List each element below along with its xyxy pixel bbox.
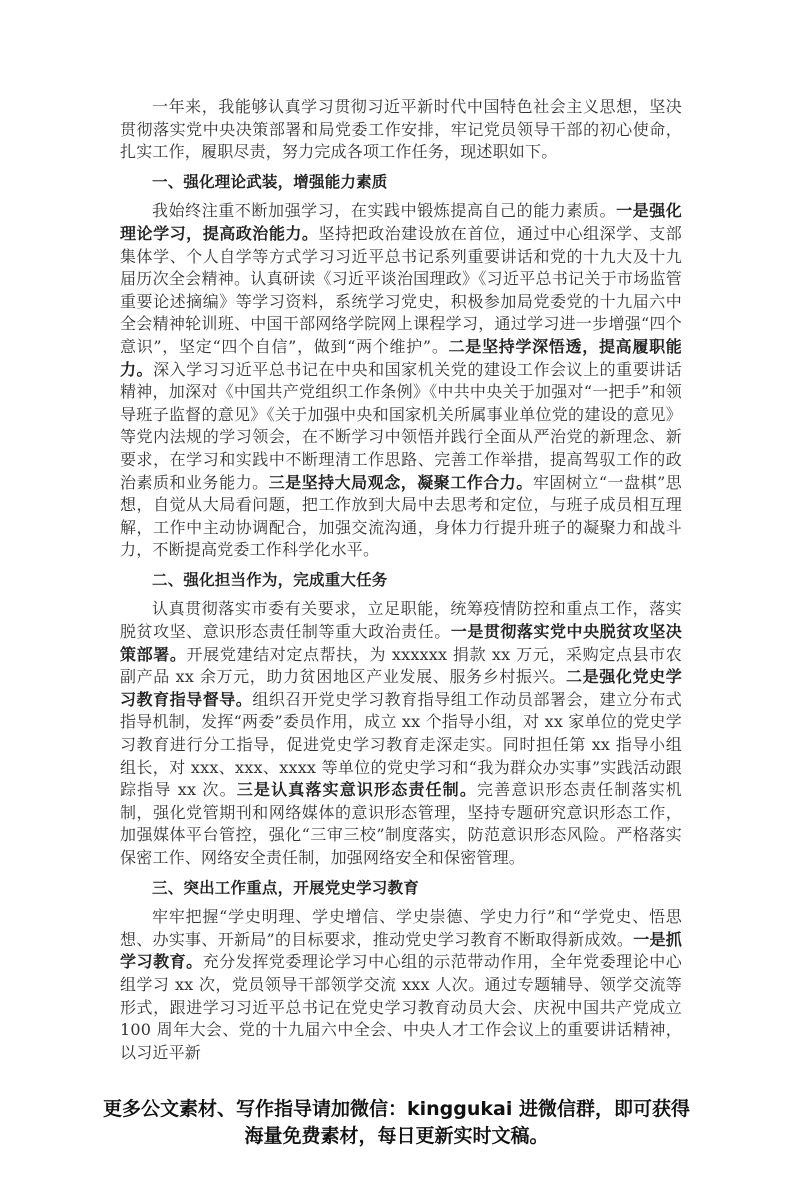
bold-lead-phrase: 二是坚持学深悟透，提高履职能力。 bbox=[120, 336, 682, 379]
bold-lead-phrase: 一是抓学习教育。 bbox=[120, 929, 682, 972]
text-run: 组织召开党史学习教育指导组工作动员部署会，建立分布式指导机制，发挥“两委”委员作用，成立 xx 个指导小组，对 xx 家单位的党史学习教育进行分工指导，促进党史学习教育走深走实。同时担任第 xx 指导小组组长，对 xxx、xxx、xxxx 等单位的党史学习和“我为群众办实事”实践活动跟踪指导 xx 次。 bbox=[120, 689, 682, 800]
text-run: 一年来，我能够认真学习贯彻习近平新时代中国特色社会主义思想，坚决贯彻落实党中央决策部署和局党委工作安排，牢记党员领导干部的初心使命，扎实工作，履职尽责，努力完成各项工作任务，现述职如下。 bbox=[120, 97, 682, 162]
promo-footer bbox=[100, 1096, 693, 1150]
text-run: 坚持把政治建设放在首位，通过中心组深学、支部集体学、个人自学等方式学习习近平总书记系列重要讲话和党的十九大及十九届历次全会精神。认真研读《习近平谈治国理政》《习近平总书记关于市场监管重要论述摘编》等学习资料，系统学习党史，积极参加局党委党的十九届六中全会精神轮训班、中国干部网络学院网上课程学习，通过学习进一步增强“四个意识”，坚定“四个自信”，做到“两个维护”。 bbox=[120, 223, 682, 356]
promo-line-1: 更多公文素材、写作指导请加微信：kinggukai 进微信群，即可获得 bbox=[103, 1098, 690, 1121]
bold-lead-phrase: 三是坚持大局观念，凝聚工作合力。 bbox=[268, 472, 533, 492]
section-2-paragraph bbox=[120, 598, 682, 869]
section-heading-2: 二、强化担当作为，完成重大任务 bbox=[152, 570, 388, 589]
text-run: 牢固树立“一盘棋”思想，自觉从大局看问题，把工作放到大局中去思考和定位，与班子成员相互理解，工作中主动协调配合，加强交流沟通，身体力行提升班子的凝聚力和战斗力，不断提高党委工作科学化水平。 bbox=[120, 472, 682, 560]
section-3-paragraph bbox=[120, 906, 682, 1064]
section-1-paragraph bbox=[120, 200, 682, 562]
bold-lead-phrase: 二是强化党史学习教育指导督导。 bbox=[120, 667, 682, 709]
document-body bbox=[120, 0, 682, 1064]
text-run: 开展党建结对定点帮扶，为 xxxxxx 捐款 xx 万元，采购定点县市农副产品 xx 余万元，助力贫困地区产业发展、服务乡村振兴。 bbox=[120, 644, 682, 687]
bold-lead-phrase: 一是贯彻落实党中央脱贫攻坚决策部署。 bbox=[120, 622, 682, 664]
bold-lead-phrase: 一是强化理论学习，提高政治能力。 bbox=[120, 201, 682, 243]
text-run: 充分发挥党委理论学习中心组的示范带动作用，全年党委理论中心组学习 xx 次，党员领导干部领学交流 xxx 人次。通过专题辅导、领学交流等形式，跟进学习习近平总书记在党史学习教育动员大会、庆祝中国共产党成立 100 周年大会、党的十九届六中全会、中央人才工作会议上的重要讲话精神，以习近平新 bbox=[120, 952, 682, 1062]
promo-line-2: 海量免费素材，每日更新实时文稿。 bbox=[244, 1125, 549, 1148]
section-heading-1: 一、强化理论武装，增强能力素质 bbox=[152, 172, 388, 191]
intro-paragraph bbox=[120, 96, 682, 164]
section-heading-3: 三、突出工作重点，开展党史学习教育 bbox=[152, 878, 419, 897]
text-run: 认真贯彻落实市委有关要求，立足职能，统筹疫情防控和重点工作，落实脱贫攻坚、意识形态责任制等重大政治责任。 bbox=[120, 599, 682, 642]
text-run: 牢牢把握“学史明理、学史增信、学史崇德、学史力行”和“学党史、悟思想、办实事、开新局”的目标要求，推动党史学习教育不断取得新成效。 bbox=[120, 907, 682, 949]
text-run: 完善意识形态责任制落实机制，强化党管期刊和网络媒体的意识形态管理，坚持专题研究意识形态工作，加强媒体平台管控，强化“三审三校”制度落实，防范意识形态风险。严格落实保密工作、网络安全责任制，加强网络安全和保密管理。 bbox=[120, 780, 682, 867]
text-run: 我始终注重不断加强学习，在实践中锻炼提高自己的能力素质。 bbox=[152, 201, 617, 221]
text-run: 深入学习习近平总书记在中央和国家机关党的建设工作会议上的重要讲话精神，加深对《中国共产党组织工作条例》《中共中央关于加强对“一把手”和领导班子监督的意见》《关于加强中央和国家机关所属事业单位党的建设的意见》等党内法规的学习领会，在不断学习中领悟并践行全面从严治党的新理念、新要求，在学习和实践中不断理清工作思路、完善工作举措，提高驾驭工作的政治素质和业务能力。 bbox=[120, 359, 682, 492]
bold-lead-phrase: 三是认真落实意识形态责任制。 bbox=[236, 780, 478, 800]
